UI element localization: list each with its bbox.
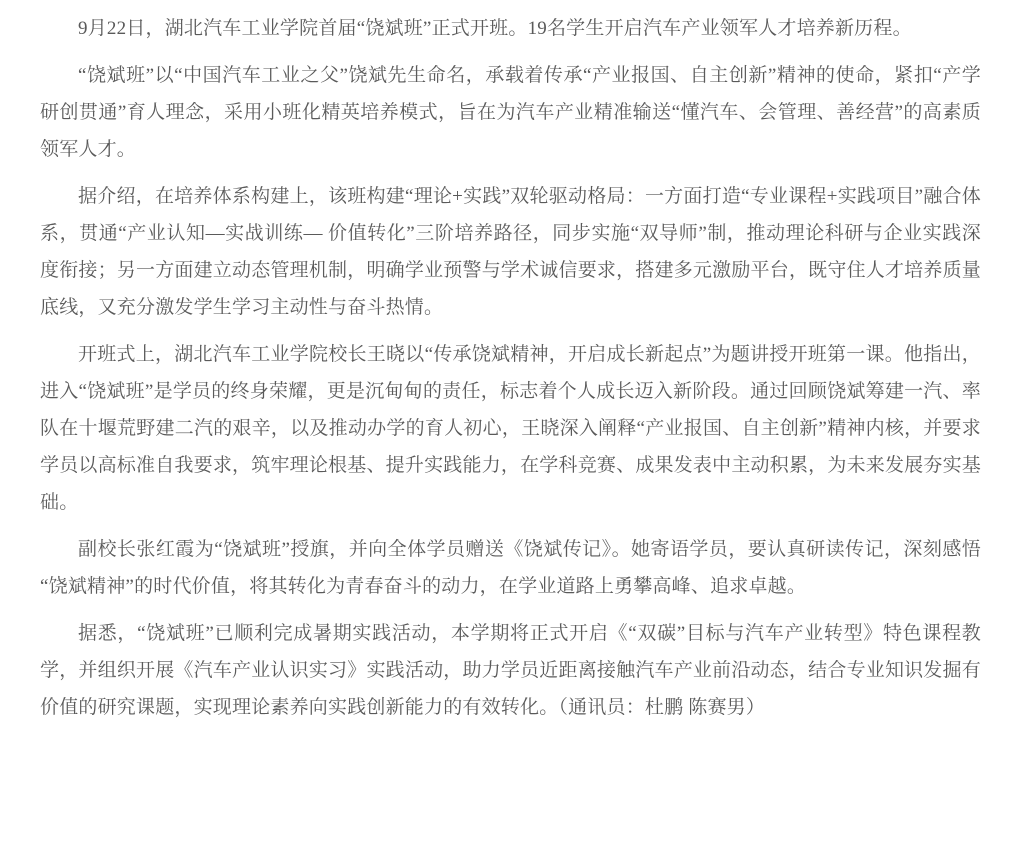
article-paragraph: 据悉，“饶斌班”已顺利完成暑期实践活动，本学期将正式开启《“双碳”目标与汽车产业转型》特色课程教学，并组织开展《汽车产业认识实习》实践活动，助力学员近距离接触汽车产业前沿动态，结合专业知识发掘有价值的研究课题，实现理论素养向实践创新能力的有效转化。（通讯员：杜鹏 陈赛男） — [40, 623, 981, 718]
article-paragraph: 据介绍，在培养体系构建上，该班构建“理论+实践”双轮驱动格局：一方面打造“专业课程+实践项目”融合体系，贯通“产业认知—实战训练— 价值转化”三阶培养路径，同步实施“双导师”制，推动理论科研与企业实践深度衔接；另一方面建立动态管理机制，明确学业预警与学术诚信要求，搭建多元激励平台，既守住人才培养质量底线，又充分激发学生学习主动性与奋斗热情。 — [40, 186, 981, 318]
article-paragraph: “饶斌班”以“中国汽车工业之父”饶斌先生命名，承载着传承“产业报国、自主创新”精神的使命，紧扣“产学研创贯通”育人理念，采用小班化精英培养模式，旨在为汽车产业精准输送“懂汽车、会管理、善经营”的高素质领军人才。 — [40, 65, 981, 160]
article-paragraph: 9月22日，湖北汽车工业学院首届“饶斌班”正式开班。19名学生开启汽车产业领军人才培养新历程。 — [78, 18, 912, 39]
article-paragraph: 副校长张红霞为“饶斌班”授旗，并向全体学员赠送《饶斌传记》。她寄语学员，要认真研读传记，深刻感悟“饶斌精神”的时代价值，将其转化为青春奋斗的动力，在学业道路上勇攀高峰、追求卓越。 — [40, 539, 981, 597]
article-paragraph: 开班式上，湖北汽车工业学院校长王晓以“传承饶斌精神，开启成长新起点”为题讲授开班第一课。他指出，进入“饶斌班”是学员的终身荣耀，更是沉甸甸的责任，标志着个人成长迈入新阶段。通过回顾饶斌筹建一汽、率队在十堰荒野建二汽的艰辛，以及推动办学的育人初心，王晓深入阐释“产业报国、自主创新”精神内核，并要求学员以高标准自我要求，筑牢理论根基、提升实践能力，在学科竞赛、成果发表中主动积累，为未来发展夯实基础。 — [40, 344, 981, 513]
article-body — [40, 10, 981, 726]
